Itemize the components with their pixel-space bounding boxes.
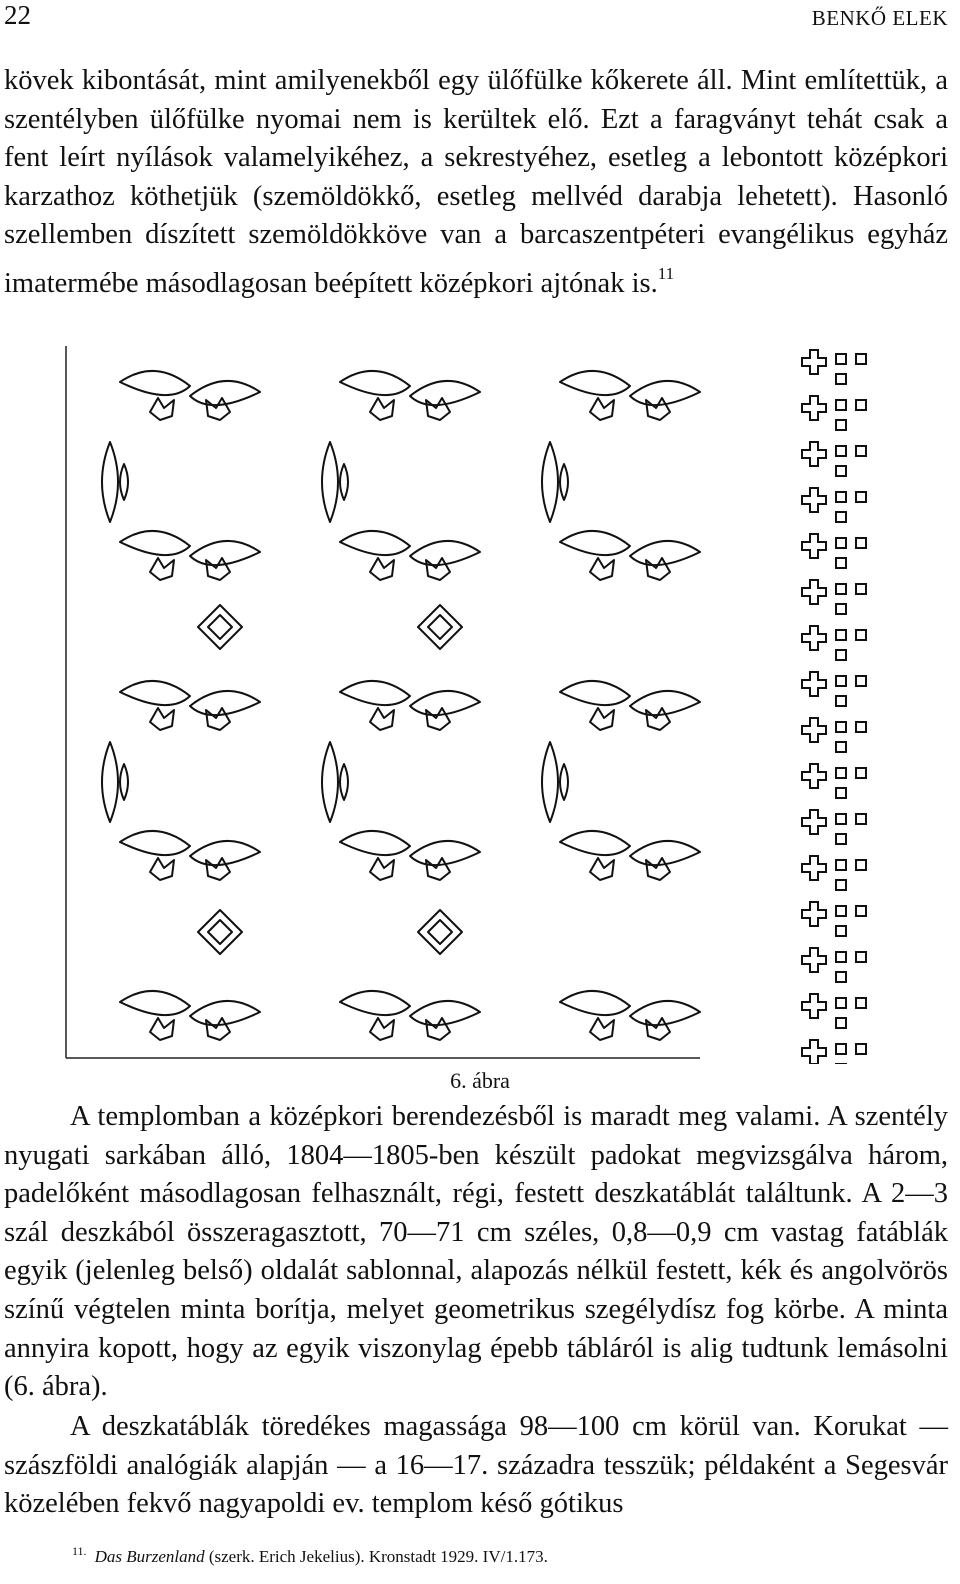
- lens-motif: [120, 764, 128, 800]
- footnote-title: Das Burzenland: [94, 1547, 205, 1566]
- diamond-node-inner: [428, 920, 452, 944]
- leaf-motif: [340, 991, 410, 1015]
- border-square: [836, 768, 846, 778]
- border-cross: [802, 534, 826, 558]
- border-square: [836, 584, 846, 594]
- footnote: [72, 1544, 548, 1567]
- flourish-motif: [150, 398, 174, 420]
- border-square: [836, 604, 846, 614]
- border-square: [856, 1044, 866, 1054]
- figure-caption: 6. ábra: [450, 1068, 510, 1093]
- border-square: [856, 998, 866, 1008]
- page-number: 22: [4, 0, 31, 30]
- flourish-motif: [370, 1018, 394, 1040]
- lens-motif: [322, 742, 338, 822]
- diamond-node-inner: [428, 615, 452, 639]
- border-square: [836, 926, 846, 936]
- flourish-motif: [370, 858, 394, 880]
- border-square: [836, 400, 846, 410]
- border-square: [836, 860, 846, 870]
- lens-motif: [340, 464, 348, 500]
- border-square: [856, 722, 866, 732]
- border-square: [836, 1044, 846, 1054]
- border-square: [856, 768, 866, 778]
- leaf-motif: [560, 371, 630, 395]
- border-square: [856, 584, 866, 594]
- border-square: [836, 880, 846, 890]
- lens-motif: [322, 442, 338, 522]
- border-square: [836, 492, 846, 502]
- border-cross: [802, 672, 826, 696]
- border-cross: [802, 810, 826, 834]
- border-square: [836, 906, 846, 916]
- flourish-motif: [370, 398, 394, 420]
- lens-motif: [340, 764, 348, 800]
- leaf-motif: [120, 681, 190, 705]
- diamond-node: [418, 605, 462, 649]
- border-square: [836, 466, 846, 476]
- diamond-node: [198, 910, 242, 954]
- flourish-motif: [646, 858, 670, 880]
- lens-motif: [542, 742, 558, 822]
- flourish-motif: [590, 858, 614, 880]
- footnote-reference: 11: [657, 263, 675, 283]
- flourish-motif: [370, 708, 394, 730]
- border-square: [836, 512, 846, 522]
- paragraph-3: [4, 1408, 948, 1524]
- flourish-motif: [646, 708, 670, 730]
- border-square: [836, 696, 846, 706]
- border-square: [836, 630, 846, 640]
- diamond-node-inner: [208, 920, 232, 944]
- lens-motif: [102, 742, 118, 822]
- border-square: [856, 630, 866, 640]
- border-cross: [802, 902, 826, 926]
- border-cross: [802, 948, 826, 972]
- flourish-motif: [426, 398, 450, 420]
- flourish-motif: [150, 1018, 174, 1040]
- border-square: [856, 492, 866, 502]
- border-cross: [802, 718, 826, 742]
- paragraph-2-text: A templomban a középkori berendezésből is maradt meg valami. A szentély nyugati sarkában álló, 1804—1805-ben készült padokat megvizsgálva három, padelőként másodlagosan felhasznált, régi, festett deszkatáblát találtunk. A 2—3 szál deszkából összeragasztott, 70—71 cm széles, 0,8—0,9 cm vastag fatáblák egyik (jelenleg belső) oldalát sablonnal, alapozás nélkül festett, kék és angolvörös színű végtelen minta borítja, melyet geometrikus szegélydísz fog körbe. A minta annyira kopott, hogy az egyik viszonylag épebb tábláról is alig tudtunk lemásolni (6. ábra).: [4, 1101, 948, 1403]
- border-cross: [802, 994, 826, 1018]
- leaf-motif: [340, 831, 410, 855]
- border-square: [856, 952, 866, 962]
- flourish-motif: [370, 558, 394, 580]
- border-square: [836, 558, 846, 568]
- lens-motif: [102, 442, 118, 522]
- border-square: [856, 354, 866, 364]
- diamond-node: [418, 910, 462, 954]
- leaf-motif: [560, 531, 630, 555]
- flourish-motif: [426, 558, 450, 580]
- leaf-motif: [120, 831, 190, 855]
- footnote-rest: (szerk. Erich Jekelius). Kronstadt 1929. IV/1.173.: [204, 1547, 548, 1566]
- paragraph-3-text: A deszkatáblák töredékes magassága 98—100 cm körül van. Korukat — szászföldi analógiák alapján — a 16—17. századra tesszük; példaként a Segesvár közelében fekvő nagyapoldi ev. templom késő gótikus: [4, 1411, 948, 1520]
- ornament-pattern-figure: [60, 342, 900, 1064]
- flourish-motif: [206, 858, 230, 880]
- leaf-motif: [340, 371, 410, 395]
- border-square: [856, 446, 866, 456]
- border-square: [836, 354, 846, 364]
- border-square: [836, 814, 846, 824]
- flourish-motif: [426, 858, 450, 880]
- border-square: [856, 676, 866, 686]
- border-cross: [802, 626, 826, 650]
- border-cross: [802, 396, 826, 420]
- running-head: BENKŐ ELEK: [811, 6, 948, 30]
- flourish-motif: [646, 1018, 670, 1040]
- border-square: [836, 374, 846, 384]
- border-square: [836, 972, 846, 982]
- flourish-motif: [206, 1018, 230, 1040]
- lens-motif: [560, 764, 568, 800]
- border-square: [856, 400, 866, 410]
- lens-motif: [120, 464, 128, 500]
- flourish-motif: [206, 398, 230, 420]
- border-square: [856, 860, 866, 870]
- flourish-motif: [150, 708, 174, 730]
- border-cross: [802, 350, 826, 374]
- flourish-motif: [426, 708, 450, 730]
- leaf-motif: [120, 371, 190, 395]
- flourish-motif: [590, 708, 614, 730]
- paragraph-1-text: kövek kibontását, mint amilyenekből egy ülőfülke kőkerete áll. Mint említettük, a szentélyben ülőfülke nyomai nem is kerültek elő. Ezt a faragványt tehát csak a fent leírt nyílások valamelyikéhez, a sekrestyéhez, esetleg a lebontott középkori karzathoz köthetjük (szemöldökkő, esetleg mellvéd darabja lehetett). Hasonló szellemben díszített szemöldökköve van a barcaszentpéteri evangélikus egyház imatermébe másodlagosan beépített középkori ajtónak is.: [4, 65, 948, 299]
- border-cross: [802, 764, 826, 788]
- leaf-motif: [340, 531, 410, 555]
- border-square: [836, 676, 846, 686]
- border-cross: [802, 442, 826, 466]
- border-square: [836, 834, 846, 844]
- border-cross: [802, 488, 826, 512]
- border-cross: [802, 856, 826, 880]
- diamond-node: [198, 605, 242, 649]
- border-square: [856, 906, 866, 916]
- flourish-motif: [590, 558, 614, 580]
- leaf-motif: [560, 681, 630, 705]
- leaf-motif: [120, 991, 190, 1015]
- border-square: [836, 788, 846, 798]
- leaf-motif: [560, 991, 630, 1015]
- flourish-motif: [150, 558, 174, 580]
- border-square: [836, 1018, 846, 1028]
- border-square: [836, 998, 846, 1008]
- leaf-motif: [560, 831, 630, 855]
- diamond-node-inner: [208, 615, 232, 639]
- border-square: [836, 952, 846, 962]
- border-square: [836, 446, 846, 456]
- flourish-motif: [590, 1018, 614, 1040]
- border-square: [856, 814, 866, 824]
- paragraph-2: [4, 1098, 948, 1407]
- lens-motif: [560, 464, 568, 500]
- leaf-motif: [120, 531, 190, 555]
- flourish-motif: [150, 858, 174, 880]
- flourish-motif: [206, 708, 230, 730]
- border-square: [836, 722, 846, 732]
- footnote-mark: 11.: [72, 1544, 87, 1558]
- border-square: [836, 420, 846, 430]
- flourish-motif: [646, 558, 670, 580]
- flourish-motif: [646, 398, 670, 420]
- lens-motif: [542, 442, 558, 522]
- border-square: [856, 538, 866, 548]
- border-square: [836, 538, 846, 548]
- paragraph-1: [4, 62, 948, 304]
- border-square: [836, 650, 846, 660]
- border-cross: [802, 1040, 826, 1064]
- border-cross: [802, 580, 826, 604]
- leaf-motif: [340, 681, 410, 705]
- flourish-motif: [426, 1018, 450, 1040]
- flourish-motif: [206, 558, 230, 580]
- flourish-motif: [590, 398, 614, 420]
- border-square: [836, 742, 846, 752]
